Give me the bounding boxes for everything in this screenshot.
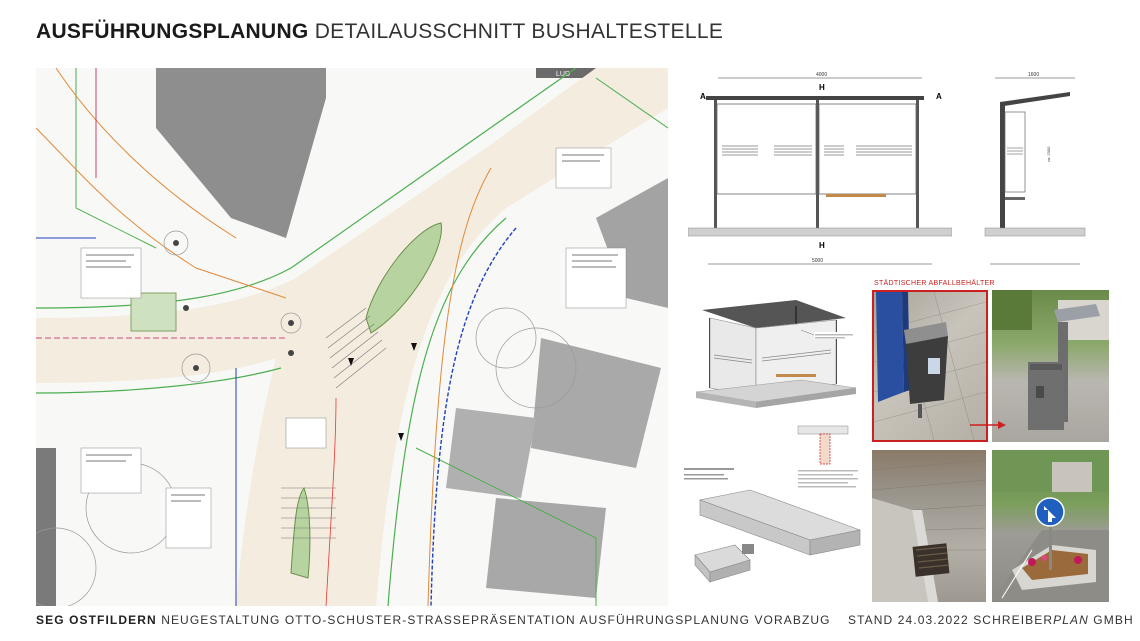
photo-traffic-island <box>992 450 1109 602</box>
footer-status-company: GMBH <box>1088 613 1134 627</box>
section-marker-h-top: H <box>819 83 825 92</box>
waste-bin-caption: STÄDTISCHER ABFALLBEHÄLTER <box>874 280 995 287</box>
planting-bed <box>131 293 176 331</box>
curb-detail-drawing <box>680 420 866 590</box>
shelter-side-elevation <box>980 72 1090 268</box>
photo-drainage-gutter <box>872 450 986 602</box>
street-label: LUD <box>556 71 571 78</box>
section-marker-a-right: A <box>936 92 942 101</box>
arrow-icon <box>968 418 1008 432</box>
footer-presentation: PRÄSENTATION AUSFÜHRUNGSPLANUNG VORABZUG <box>471 613 831 627</box>
building-left <box>36 448 56 606</box>
site-plan-drawing <box>36 68 668 606</box>
footer-client: SEG OSTFILDERN <box>36 613 157 627</box>
section-marker-a-left: A <box>700 92 706 101</box>
dim-side-width: 1600 <box>1028 72 1040 78</box>
dim-base: 5000 <box>812 258 824 264</box>
section-marker-h-bottom: H <box>819 241 825 250</box>
photo-waste-bin-street <box>992 290 1109 442</box>
site-plan-svg <box>36 68 668 606</box>
footer-status-date: STAND 24.03.2022 SCHREIBER <box>848 613 1054 627</box>
dim-total-width: 4000 <box>816 72 828 78</box>
shelter-3d-render <box>696 300 866 410</box>
footer-project-name: NEUGESTALTUNG OTTO-SCHUSTER-STRASSE <box>161 613 472 627</box>
page-title <box>36 20 723 44</box>
building-small <box>446 408 536 498</box>
footer-project <box>36 613 471 627</box>
page-title-subtitle: DETAILAUSSCHNITT BUSHALTESTELLE <box>314 20 724 43</box>
dim-height: ca. 2300 <box>1046 146 1051 162</box>
shelter-front-elevation <box>688 72 952 268</box>
footer-status-italic: PLAN <box>1053 613 1089 627</box>
footer-status <box>848 613 1134 627</box>
page-title-bold: AUSFÜHRUNGSPLANUNG <box>36 20 309 43</box>
